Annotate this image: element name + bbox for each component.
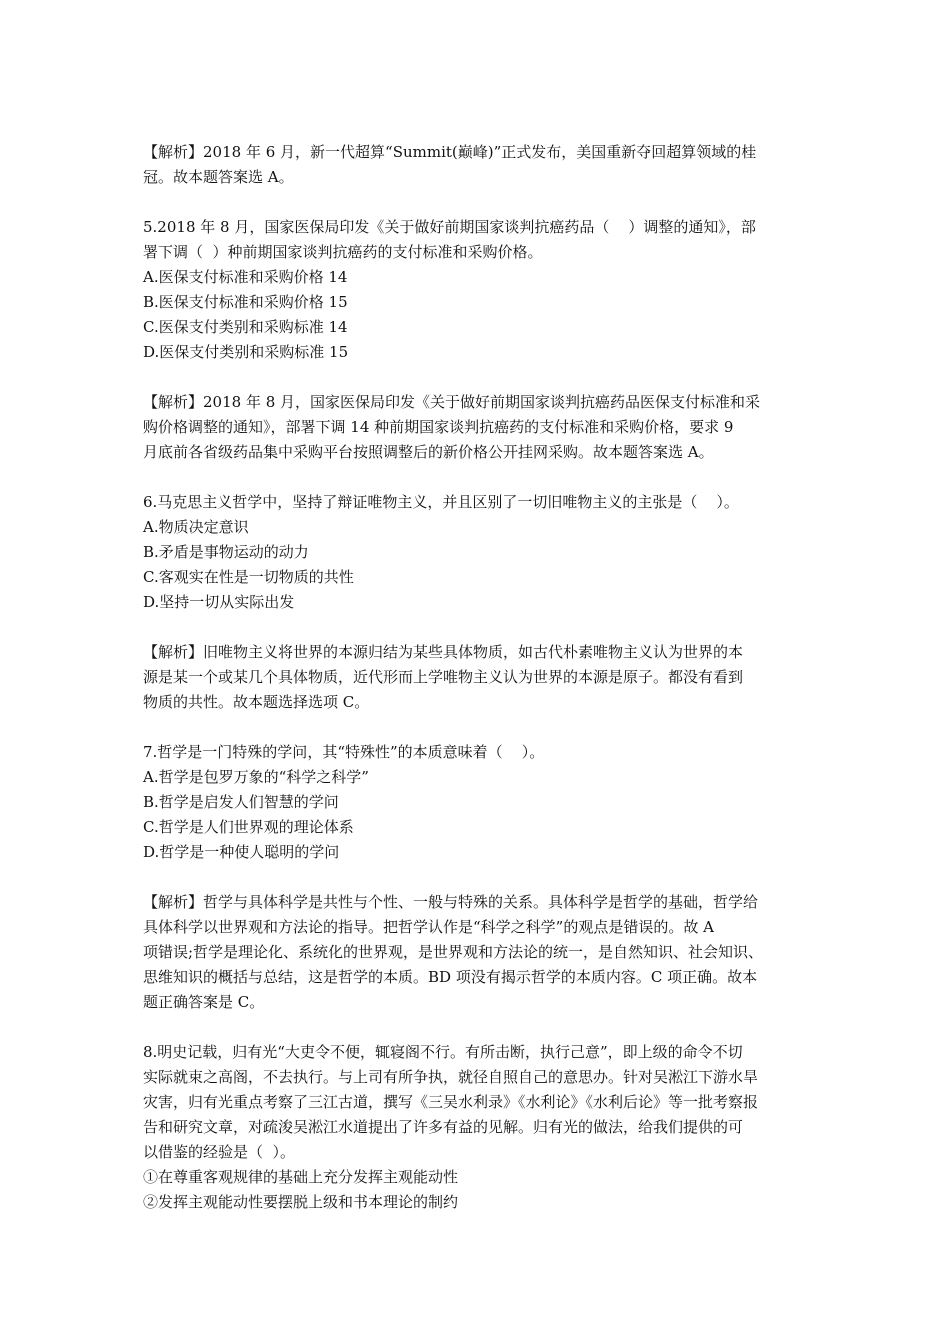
- text-line: 【解析】2018 年 8 月，国家医保局印发《关于做好前期国家谈判抗癌药品医保支付标准和采: [143, 393, 761, 411]
- text-line: 题正确答案是 C。: [143, 993, 265, 1011]
- text-line: 冠。故本题答案选 A。: [143, 168, 294, 186]
- text-line: A.医保支付标准和采购价格 14: [143, 268, 348, 286]
- text-line: 【解析】2018 年 6 月，新一代超算“Summit(巅峰)”正式发布，美国重新夺回超算领域的桂: [143, 143, 757, 161]
- text-line: C.医保支付类别和采购标准 14: [143, 318, 348, 336]
- text-line: 7.哲学是一门特殊的学问，其“特殊性”的本质意味着（ ）。: [143, 743, 545, 761]
- text-line: 月底前各省级药品集中采购平台按照调整后的新价格公开挂网采购。故本题答案选 A。: [143, 443, 714, 461]
- text-line: 购价格调整的通知》，部署下调 14 种前期国家谈判抗癌药的支付标准和采购价格，要求 9: [143, 418, 734, 436]
- text-line: C.哲学是人们世界观的理论体系: [143, 818, 354, 836]
- text-line: B.医保支付标准和采购价格 15: [143, 293, 348, 311]
- analysis-paragraph: [143, 390, 815, 465]
- question-block: [143, 740, 815, 865]
- text-line: A.物质决定意识: [143, 518, 249, 536]
- text-line: 【解析】旧唯物主义将世界的本源归结为某些具体物质，如古代朴素唯物主义认为世界的本: [143, 643, 744, 661]
- text-line: 8.明史记载，归有光“大吏令不便，辄寝阁不行。有所击断，执行己意”，即上级的命令不切: [143, 1043, 743, 1061]
- text-line: 告和研究文章，对疏浚吴淞江水道提出了许多有益的见解。归有光的做法，给我们提供的可: [143, 1118, 744, 1136]
- text-line: 物质的共性。故本题选择选项 C。: [143, 693, 370, 711]
- analysis-paragraph: [143, 640, 815, 715]
- text-line: 以借鉴的经验是（ ）。: [143, 1143, 296, 1161]
- text-line: B.矛盾是事物运动的动力: [143, 543, 309, 561]
- text-line: 6.马克思主义哲学中，坚持了辩证唯物主义，并且区别了一切旧唯物主义的主张是（ ）。: [143, 493, 739, 511]
- text-line: B.哲学是启发人们智慧的学问: [143, 793, 339, 811]
- text-line: D.哲学是一种使人聪明的学问: [143, 843, 340, 861]
- document-page: [143, 140, 815, 1215]
- question-block: [143, 490, 815, 615]
- analysis-paragraph: [143, 890, 815, 1015]
- text-line: 实际就束之高阁，不去执行。与上司有所争执，就径自照自己的意思办。针对吴淞江下游水旱: [143, 1068, 759, 1086]
- text-line: 思维知识的概括与总结，这是哲学的本质。BD 项没有揭示哲学的本质内容。C 项正确。故本: [143, 968, 758, 986]
- analysis-paragraph: [143, 140, 815, 190]
- text-line: A.哲学是包罗万象的“科学之科学”: [143, 768, 369, 786]
- question-block: [143, 215, 815, 365]
- text-line: 源是某一个或某几个具体物质，近代形而上学唯物主义认为世界的本源是原子。都没有看到: [143, 668, 744, 686]
- text-line: 【解析】哲学与具体科学是共性与个性、一般与特殊的关系。具体科学是哲学的基础，哲学给: [143, 893, 759, 911]
- text-line: 灾害，归有光重点考察了三江古道，撰写《三吴水利录》《水利论》《水利后论》等一批考察报: [143, 1093, 759, 1111]
- text-line: ②发挥主观能动性要摆脱上级和书本理论的制约: [143, 1193, 459, 1211]
- text-line: 项错误;哲学是理论化、系统化的世界观，是世界观和方法论的统一，是自然知识、社会知识、: [143, 943, 764, 961]
- text-line: D.坚持一切从实际出发: [143, 593, 295, 611]
- text-line: 具体科学以世界观和方法论的指导。把哲学认作是“科学之科学”的观点是错误的。故 A: [143, 918, 714, 936]
- text-line: ①在尊重客观规律的基础上充分发挥主观能动性: [143, 1168, 459, 1186]
- text-line: D.医保支付类别和采购标准 15: [143, 343, 349, 361]
- text-line: C.客观实在性是一切物质的共性: [143, 568, 354, 586]
- text-line: 署下调（ ）种前期国家谈判抗癌药的支付标准和采购价格。: [143, 243, 543, 261]
- question-block: [143, 1040, 815, 1215]
- text-line: 5.2018 年 8 月，国家医保局印发《关于做好前期国家谈判抗癌药品（ ）调整的通知》，部: [143, 218, 756, 236]
